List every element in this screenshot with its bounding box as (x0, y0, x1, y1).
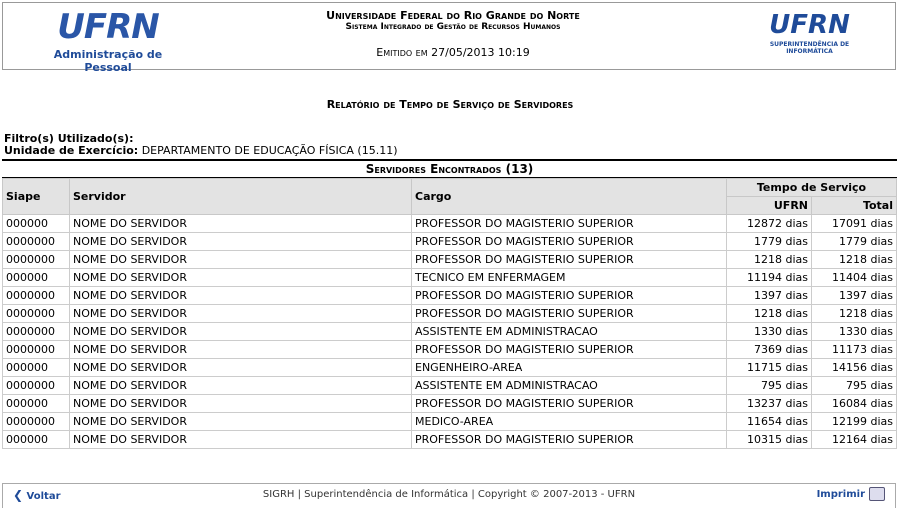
cell-total: 14156 dias (812, 359, 897, 377)
col-total: Total (812, 197, 897, 215)
cell-total: 1779 dias (812, 233, 897, 251)
col-servidor: Servidor (70, 179, 412, 215)
cell-servidor: NOME DO SERVIDOR (70, 431, 412, 449)
cell-ufrn: 11654 dias (727, 413, 812, 431)
cell-siape: 0000000 (3, 413, 70, 431)
results-table-wrap (2, 159, 897, 449)
institution-block (253, 9, 653, 59)
table-row (3, 251, 897, 269)
cell-total: 795 dias (812, 377, 897, 395)
imprimir-label: Imprimir (816, 489, 865, 500)
cell-servidor: NOME DO SERVIDOR (70, 377, 412, 395)
results-table (2, 159, 897, 449)
voltar-label: Voltar (26, 491, 61, 502)
cell-ufrn: 7369 dias (727, 341, 812, 359)
cell-servidor: NOME DO SERVIDOR (70, 395, 412, 413)
cell-servidor: NOME DO SERVIDOR (70, 359, 412, 377)
cell-siape: 000000 (3, 359, 70, 377)
cell-cargo: ENGENHEIRO-AREA (412, 359, 727, 377)
footer (2, 483, 896, 508)
cell-cargo: PROFESSOR DO MAGISTERIO SUPERIOR (412, 395, 727, 413)
cell-servidor: NOME DO SERVIDOR (70, 233, 412, 251)
cell-ufrn: 795 dias (727, 377, 812, 395)
cell-ufrn: 1218 dias (727, 251, 812, 269)
cell-siape: 0000000 (3, 305, 70, 323)
cell-siape: 0000000 (3, 377, 70, 395)
cell-total: 12199 dias (812, 413, 897, 431)
cell-cargo: PROFESSOR DO MAGISTERIO SUPERIOR (412, 431, 727, 449)
cell-servidor: NOME DO SERVIDOR (70, 305, 412, 323)
cell-total: 1397 dias (812, 287, 897, 305)
system-name: Administração de Pessoal (53, 48, 163, 74)
report-title: Relatório de Tempo de Serviço de Servidores (326, 98, 574, 111)
sinfo-logo-text: UFRN (769, 10, 850, 40)
printer-icon (869, 487, 885, 501)
table-row (3, 215, 897, 233)
cell-ufrn: 1330 dias (727, 323, 812, 341)
cell-cargo: PROFESSOR DO MAGISTERIO SUPERIOR (412, 215, 727, 233)
cell-cargo: MEDICO-AREA (412, 413, 727, 431)
col-siape: Siape (3, 179, 70, 215)
cell-total: 11173 dias (812, 341, 897, 359)
table-caption: Servidores Encontrados (13) (2, 159, 897, 178)
cell-siape: 0000000 (3, 341, 70, 359)
cell-servidor: NOME DO SERVIDOR (70, 413, 412, 431)
report-header (2, 2, 896, 74)
table-row (3, 341, 897, 359)
cell-servidor: NOME DO SERVIDOR (70, 323, 412, 341)
cell-ufrn: 1397 dias (727, 287, 812, 305)
cell-total: 11404 dias (812, 269, 897, 287)
cell-ufrn: 12872 dias (727, 215, 812, 233)
cell-cargo: PROFESSOR DO MAGISTERIO SUPERIOR (412, 305, 727, 323)
cell-cargo: PROFESSOR DO MAGISTERIO SUPERIOR (412, 341, 727, 359)
cell-siape: 0000000 (3, 287, 70, 305)
copyright-text: SIGRH | Superintendência de Informática | Copyright © 2007-2013 - UFRN (262, 489, 636, 500)
table-row (3, 269, 897, 287)
cell-servidor: NOME DO SERVIDOR (70, 287, 412, 305)
cell-cargo: PROFESSOR DO MAGISTERIO SUPERIOR (412, 287, 727, 305)
cell-servidor: NOME DO SERVIDOR (70, 341, 412, 359)
table-row (3, 305, 897, 323)
filters-block (4, 133, 398, 157)
cell-cargo: PROFESSOR DO MAGISTERIO SUPERIOR (412, 251, 727, 269)
table-row (3, 359, 897, 377)
cell-total: 17091 dias (812, 215, 897, 233)
cell-ufrn: 13237 dias (727, 395, 812, 413)
back-arrow-icon: ❮ (13, 488, 24, 502)
ufrn-logo-text: UFRN (57, 7, 159, 47)
cell-ufrn: 1218 dias (727, 305, 812, 323)
table-body (3, 215, 897, 449)
unidade-value: DEPARTAMENTO DE EDUCAÇÃO FÍSICA (15.11) (141, 144, 398, 157)
cell-siape: 000000 (3, 269, 70, 287)
cell-siape: 000000 (3, 431, 70, 449)
cell-ufrn: 11194 dias (727, 269, 812, 287)
sinfo-logo (762, 9, 857, 55)
col-ufrn: UFRN (727, 197, 812, 215)
cell-cargo: ASSISTENTE EM ADMINISTRACAO (412, 323, 727, 341)
col-cargo: Cargo (412, 179, 727, 215)
cell-total: 1330 dias (812, 323, 897, 341)
cell-total: 12164 dias (812, 431, 897, 449)
cell-cargo: ASSISTENTE EM ADMINISTRACAO (412, 377, 727, 395)
table-row (3, 287, 897, 305)
table-row (3, 395, 897, 413)
table-row (3, 323, 897, 341)
cell-siape: 0000000 (3, 251, 70, 269)
cell-siape: 0000000 (3, 233, 70, 251)
col-tempo: Tempo de Serviço (727, 179, 897, 197)
table-row (3, 413, 897, 431)
filters-label: Filtro(s) Utilizado(s): (4, 132, 134, 145)
sinfo-logo-sub: SUPERINTENDÊNCIA DE INFORMÁTICA (769, 41, 850, 55)
unidade-label: Unidade de Exercício: (4, 144, 139, 157)
emitido-date: Emitido em 27/05/2013 10:19 (376, 46, 530, 59)
cell-ufrn: 10315 dias (727, 431, 812, 449)
cell-ufrn: 11715 dias (727, 359, 812, 377)
cell-total: 1218 dias (812, 305, 897, 323)
cell-servidor: NOME DO SERVIDOR (70, 269, 412, 287)
subsystem-name: Sistema Integrado de Gestão de Recursos Humanos (345, 22, 561, 32)
table-row (3, 431, 897, 449)
university-name: Universidade Federal do Rio Grande do Norte (326, 9, 580, 22)
imprimir-link[interactable] (817, 487, 885, 501)
cell-siape: 0000000 (3, 323, 70, 341)
ufrn-logo (33, 8, 183, 74)
cell-ufrn: 1779 dias (727, 233, 812, 251)
cell-servidor: NOME DO SERVIDOR (70, 215, 412, 233)
table-row (3, 233, 897, 251)
cell-cargo: TECNICO EM ENFERMAGEM (412, 269, 727, 287)
table-row (3, 377, 897, 395)
cell-total: 1218 dias (812, 251, 897, 269)
cell-total: 16084 dias (812, 395, 897, 413)
cell-siape: 000000 (3, 395, 70, 413)
cell-siape: 000000 (3, 215, 70, 233)
cell-servidor: NOME DO SERVIDOR (70, 251, 412, 269)
cell-cargo: PROFESSOR DO MAGISTERIO SUPERIOR (412, 233, 727, 251)
